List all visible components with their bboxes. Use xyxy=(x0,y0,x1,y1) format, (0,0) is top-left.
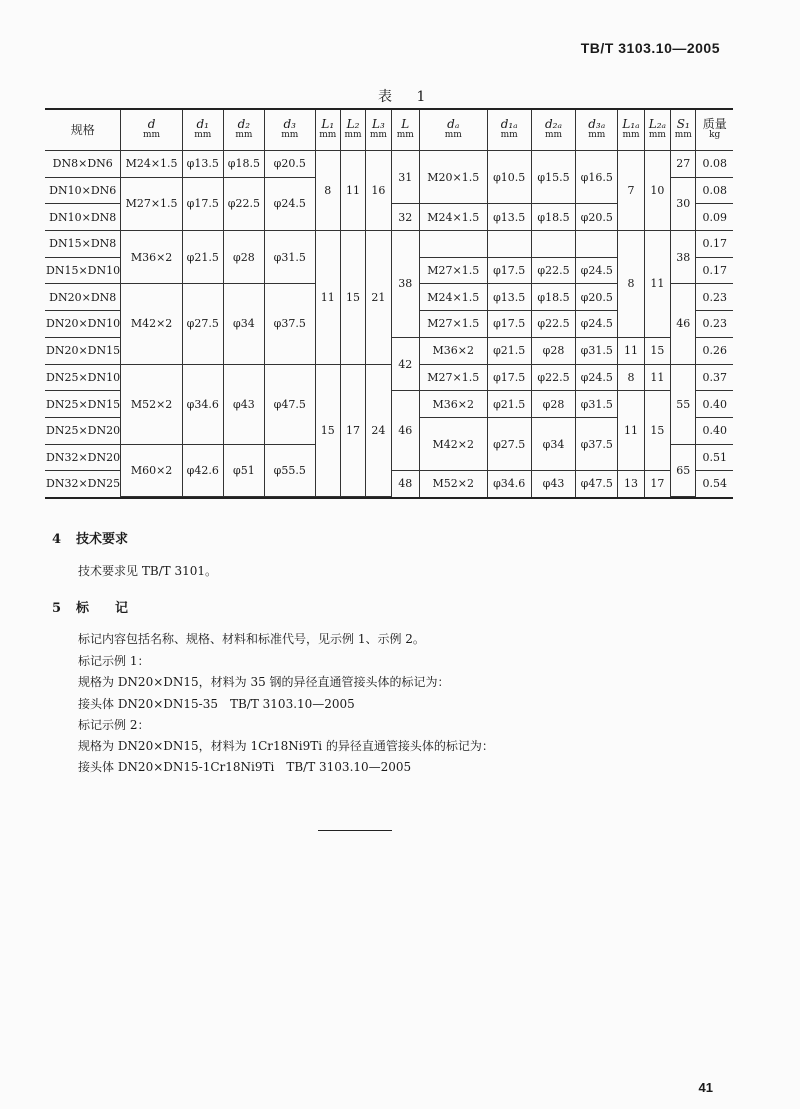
header-unit: mm xyxy=(194,130,212,140)
cell-d2a: φ28 xyxy=(531,391,575,418)
header-cell xyxy=(45,110,121,151)
spec-table-container xyxy=(45,108,733,499)
header-symbol: d₁ xyxy=(196,117,209,131)
header-unit: kg xyxy=(709,130,721,140)
cell-d3a: φ24.5 xyxy=(576,257,618,284)
cell-spec: DN10×DN8 xyxy=(45,204,121,231)
standard-code: TB/T 3103.10—2005 xyxy=(580,40,720,56)
cell-d1: φ21.5 xyxy=(182,231,223,284)
header-cell xyxy=(182,110,223,151)
cell-d1: φ27.5 xyxy=(182,284,223,364)
cell-d2: φ43 xyxy=(223,364,264,444)
cell-da: M24×1.5 xyxy=(420,204,488,231)
marking-example-1-code: 接头体 DN20×DN15-35 TB/T 3103.10—2005 xyxy=(78,697,355,711)
cell-d1a: φ13.5 xyxy=(487,284,531,311)
cell-spec: DN32×DN20 xyxy=(45,444,121,471)
cell-L1a: 8 xyxy=(618,364,644,391)
header-cell xyxy=(618,110,644,151)
cell-d1a: φ34.6 xyxy=(487,471,531,497)
table-row xyxy=(45,151,733,178)
cell-L3: 16 xyxy=(366,151,391,231)
section-5-title: 标 记 xyxy=(76,601,129,616)
cell-d1a: φ17.5 xyxy=(487,257,531,284)
header-symbol: L₂ₐ xyxy=(648,117,667,131)
header-cell xyxy=(223,110,264,151)
cell-spec: DN15×DN8 xyxy=(45,231,121,258)
marking-example-2-code: 接头体 DN20×DN15-1Cr18Ni9Ti TB/T 3103.10—2005 xyxy=(78,760,412,774)
header-symbol: 质量 xyxy=(702,117,727,131)
header-unit: mm xyxy=(588,130,606,140)
cell-L: 46 xyxy=(391,391,419,471)
cell-d3a: φ16.5 xyxy=(576,151,618,204)
cell-da: M36×2 xyxy=(420,391,488,418)
section-4-heading xyxy=(52,528,128,547)
cell-d3a: φ20.5 xyxy=(576,284,618,311)
cell-mass: 0.08 xyxy=(696,177,733,204)
table-title: 表 1 xyxy=(378,89,436,105)
cell-mass: 0.23 xyxy=(696,311,733,338)
cell-L1a: 11 xyxy=(618,337,644,364)
header-cell xyxy=(696,110,733,151)
cell-spec: DN25×DN15 xyxy=(45,391,121,418)
cell-d3: φ37.5 xyxy=(264,284,315,364)
cell-d2a: φ22.5 xyxy=(531,257,575,284)
marking-example-1-label: 标记示例 1： xyxy=(78,654,150,668)
cell-da: M36×2 xyxy=(420,337,488,364)
header-cell xyxy=(420,110,488,151)
cell-L1a: 13 xyxy=(618,471,644,497)
cell-d3: φ55.5 xyxy=(264,444,315,496)
cell-d1: φ34.6 xyxy=(182,364,223,444)
header-symbol: L₁ xyxy=(321,117,335,131)
cell-d2a: φ34 xyxy=(531,417,575,470)
cell-L: 31 xyxy=(391,151,419,204)
cell-da: M20×1.5 xyxy=(420,151,488,204)
header-cell xyxy=(391,110,419,151)
header-cell xyxy=(487,110,531,151)
cell-mass: 0.17 xyxy=(696,231,733,258)
cell-spec: DN20×DN8 xyxy=(45,284,121,311)
cell-d2: φ18.5 xyxy=(223,151,264,178)
header-unit: mm xyxy=(396,130,414,140)
cell-d: M52×2 xyxy=(121,364,182,444)
cell-mass: 0.17 xyxy=(696,257,733,284)
cell-L2a: 17 xyxy=(644,471,670,497)
cell-L1: 8 xyxy=(315,151,340,231)
cell-d1a: φ17.5 xyxy=(487,311,531,338)
cell-d1: φ42.6 xyxy=(182,444,223,496)
header-unit: mm xyxy=(444,130,462,140)
cell-d2a: φ18.5 xyxy=(531,284,575,311)
cell-L2a: 10 xyxy=(644,151,670,231)
header-symbol: d₂ₐ xyxy=(545,117,562,131)
cell-d1a: φ21.5 xyxy=(487,391,531,418)
header-cell xyxy=(531,110,575,151)
header-cell xyxy=(264,110,315,151)
cell-L1: 11 xyxy=(315,231,340,364)
cell-spec: DN32×DN25 xyxy=(45,471,121,497)
header-cell xyxy=(121,110,182,151)
section-5-number: 5 xyxy=(52,601,62,616)
header-symbol: d₁ₐ xyxy=(500,117,518,131)
header-cell xyxy=(340,110,365,151)
cell-da: M42×2 xyxy=(420,417,488,470)
cell-d3: φ31.5 xyxy=(264,231,315,284)
header-unit: mm xyxy=(648,130,666,140)
header-symbol: L₃ xyxy=(371,117,385,131)
cell-L: 32 xyxy=(391,204,419,231)
marking-content-line: 标记内容包括名称、规格、材料和标准代号，见示例 1、示例 2。 xyxy=(78,632,425,646)
cell-mass: 0.23 xyxy=(696,284,733,311)
cell-d2a: φ43 xyxy=(531,471,575,497)
cell-da: M52×2 xyxy=(420,471,488,497)
header-unit: mm xyxy=(281,130,299,140)
cell-d2: φ22.5 xyxy=(223,177,264,230)
cell-da: M27×1.5 xyxy=(420,311,488,338)
header-cell xyxy=(366,110,391,151)
cell-d1a xyxy=(487,231,531,258)
cell-d1a: φ27.5 xyxy=(487,417,531,470)
cell-d1a: φ13.5 xyxy=(487,204,531,231)
section-4-title: 技术要求 xyxy=(76,532,129,547)
cell-L: 38 xyxy=(391,231,419,338)
cell-d: M36×2 xyxy=(121,231,182,284)
header-unit: mm xyxy=(544,130,563,140)
cell-L2a: 15 xyxy=(644,337,670,364)
cell-d2a xyxy=(531,231,575,258)
cell-d3a xyxy=(576,231,618,258)
cell-d2a: φ22.5 xyxy=(531,311,575,338)
header-cell xyxy=(671,110,696,151)
cell-S1: 46 xyxy=(671,284,696,364)
cell-S1: 30 xyxy=(671,177,696,230)
cell-d2a: φ22.5 xyxy=(531,364,575,391)
cell-S1: 27 xyxy=(671,151,696,178)
marking-example-1-desc: 规格为 DN20×DN15，材料为 35 钢的异径直通管接头体的标记为： xyxy=(78,675,450,689)
header-unit: mm xyxy=(143,130,161,140)
header-symbol: d₃ₐ xyxy=(588,117,606,131)
header-symbol: 规格 xyxy=(70,122,95,137)
cell-d1a: φ17.5 xyxy=(487,364,531,391)
cell-d3: φ20.5 xyxy=(264,151,315,178)
cell-da: M24×1.5 xyxy=(420,284,488,311)
cell-d1: φ17.5 xyxy=(182,177,223,230)
cell-L: 42 xyxy=(391,337,419,390)
header-unit: mm xyxy=(369,130,387,140)
spec-table xyxy=(45,110,733,497)
header-unit: mm xyxy=(674,130,692,140)
header-symbol: d₂ xyxy=(237,117,251,131)
cell-L2a: 11 xyxy=(644,364,670,391)
cell-d1: φ13.5 xyxy=(182,151,223,178)
cell-L2: 11 xyxy=(340,151,365,231)
cell-L1a: 11 xyxy=(618,391,644,471)
table-header-row xyxy=(45,110,733,151)
cell-d: M27×1.5 xyxy=(121,177,182,230)
page-number: 41 xyxy=(698,1080,713,1095)
cell-spec: DN20×DN10 xyxy=(45,311,121,338)
marking-example-2-label: 标记示例 2： xyxy=(78,718,150,732)
cell-d2a: φ28 xyxy=(531,337,575,364)
cell-spec: DN10×DN6 xyxy=(45,177,121,204)
cell-spec: DN25×DN20 xyxy=(45,417,121,444)
header-unit: mm xyxy=(235,130,253,140)
cell-d: M42×2 xyxy=(121,284,182,364)
cell-L1a: 8 xyxy=(618,231,644,338)
cell-d2: φ28 xyxy=(223,231,264,284)
cell-S1: 38 xyxy=(671,231,696,284)
header-symbol: d xyxy=(147,117,156,131)
cell-spec: DN8×DN6 xyxy=(45,151,121,178)
cell-spec: DN15×DN10 xyxy=(45,257,121,284)
cell-L2: 17 xyxy=(340,364,365,497)
cell-d3a: φ47.5 xyxy=(576,471,618,497)
cell-L2: 15 xyxy=(340,231,365,364)
cell-d: M60×2 xyxy=(121,444,182,496)
header-cell xyxy=(576,110,618,151)
header-symbol: L xyxy=(401,117,410,131)
cell-mass: 0.40 xyxy=(696,417,733,444)
cell-spec: DN25×DN10 xyxy=(45,364,121,391)
table-row xyxy=(45,364,733,391)
cell-d1a: φ10.5 xyxy=(487,151,531,204)
cell-d3a: φ31.5 xyxy=(576,337,618,364)
header-symbol: S₁ xyxy=(676,117,690,131)
cell-L: 48 xyxy=(391,471,419,497)
cell-d3a: φ31.5 xyxy=(576,391,618,418)
cell-d2: φ34 xyxy=(223,284,264,364)
section-5-heading xyxy=(52,597,128,616)
header-cell xyxy=(315,110,340,151)
header-symbol: L₁ₐ xyxy=(622,117,640,131)
end-rule xyxy=(318,830,392,831)
header-unit: mm xyxy=(319,130,337,140)
cell-d: M24×1.5 xyxy=(121,151,182,178)
header-unit: mm xyxy=(344,130,362,140)
cell-mass: 0.08 xyxy=(696,151,733,178)
cell-d3: φ47.5 xyxy=(264,364,315,444)
header-symbol: dₐ xyxy=(447,117,460,131)
cell-d3a: φ37.5 xyxy=(576,417,618,470)
cell-d1a: φ21.5 xyxy=(487,337,531,364)
header-cell xyxy=(644,110,670,151)
cell-d3a: φ24.5 xyxy=(576,364,618,391)
cell-d2: φ51 xyxy=(223,444,264,496)
cell-mass: 0.26 xyxy=(696,337,733,364)
header-unit: mm xyxy=(622,130,640,140)
cell-da: M27×1.5 xyxy=(420,257,488,284)
section-4-body: 技术要求见 TB/T 3101。 xyxy=(78,564,218,578)
cell-mass: 0.09 xyxy=(696,204,733,231)
cell-S1: 55 xyxy=(671,364,696,444)
cell-L2a: 15 xyxy=(644,391,670,471)
cell-d2a: φ18.5 xyxy=(531,204,575,231)
cell-d3a: φ24.5 xyxy=(576,311,618,338)
cell-L3: 24 xyxy=(366,364,391,497)
header-symbol: d₃ xyxy=(283,117,296,131)
cell-d3: φ24.5 xyxy=(264,177,315,230)
cell-mass: 0.40 xyxy=(696,391,733,418)
cell-mass: 0.54 xyxy=(696,471,733,497)
cell-L2a: 11 xyxy=(644,231,670,338)
cell-d3a: φ20.5 xyxy=(576,204,618,231)
cell-spec: DN20×DN15 xyxy=(45,337,121,364)
marking-example-2-desc: 规格为 DN20×DN15，材料为 1Cr18Ni9Ti 的异径直通管接头体的标记为： xyxy=(78,739,494,753)
header-symbol: L₂ xyxy=(346,117,360,131)
table-row xyxy=(45,231,733,258)
cell-L1: 15 xyxy=(315,364,340,497)
section-4-number: 4 xyxy=(52,532,62,547)
cell-d2a: φ15.5 xyxy=(531,151,575,204)
cell-L1a: 7 xyxy=(618,151,644,231)
cell-da xyxy=(420,231,488,258)
cell-mass: 0.37 xyxy=(696,364,733,391)
cell-L3: 21 xyxy=(366,231,391,364)
cell-mass: 0.51 xyxy=(696,444,733,471)
header-unit: mm xyxy=(500,130,518,140)
cell-S1: 65 xyxy=(671,444,696,496)
cell-da: M27×1.5 xyxy=(420,364,488,391)
